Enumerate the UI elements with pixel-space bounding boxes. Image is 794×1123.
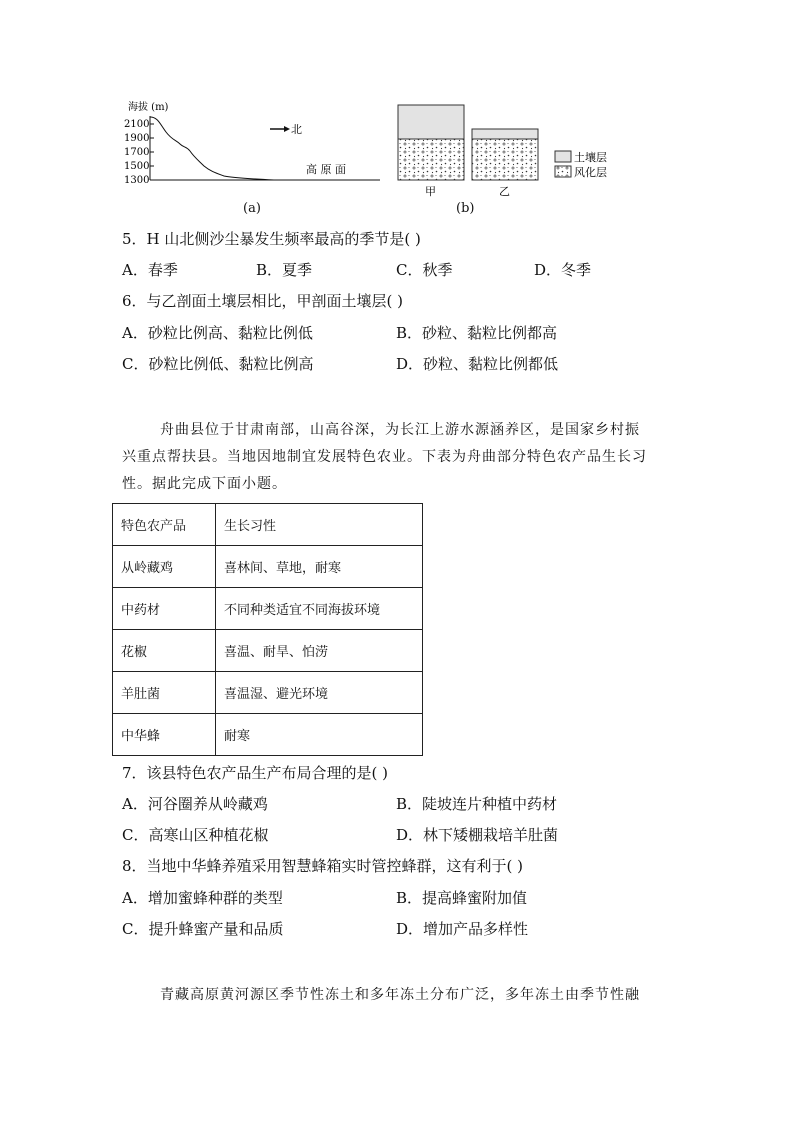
table-cell: 花椒: [113, 630, 216, 672]
q6-option-b[interactable]: B．砂粒、黏粒比例都高: [396, 324, 558, 342]
q7-option-a[interactable]: A．河谷圈养从岭藏鸡: [122, 795, 268, 813]
legend-weathered-label: 风化层: [574, 166, 607, 179]
q5-option-d[interactable]: D．冬季: [534, 261, 592, 279]
q7-option-c[interactable]: C．高寒山区种植花椒: [122, 826, 269, 844]
crop-habits-table: [112, 503, 423, 756]
question-8-stem: 8．当地中华蜂养殖采用智慧蜂箱实时管控蜂群，这有利于( ): [122, 857, 524, 875]
table-row: [113, 714, 423, 756]
table-cell: 喜温湿、避光环境: [216, 672, 423, 714]
y-tick-label: 1300: [124, 175, 150, 186]
q8-option-b[interactable]: B．提高蜂蜜附加值: [396, 889, 528, 907]
q7-option-d[interactable]: D．林下矮棚栽培羊肚菌: [396, 826, 559, 844]
q5-option-b[interactable]: B．夏季: [256, 261, 313, 279]
table-cell: 不同种类适宜不同海拔环境: [216, 588, 423, 630]
legend-soil-label: 土壤层: [574, 151, 607, 164]
y-tick-label: 2100: [124, 119, 150, 130]
table-cell: 从岭藏鸡: [113, 546, 216, 588]
north-arrow: [270, 126, 290, 132]
q6-option-c[interactable]: C．砂粒比例低、黏粒比例高: [122, 355, 314, 373]
legend: [555, 150, 607, 179]
figure-b-soil-profiles: [394, 102, 654, 198]
question-7-stem: 7．该县特色农产品生产布局合理的是( ): [122, 764, 389, 782]
table-cell: 喜林间、草地，耐寒: [216, 546, 423, 588]
table-cell: 耐寒: [216, 714, 423, 756]
table-cell: 中华蜂: [113, 714, 216, 756]
y-tick-label: 1700: [124, 147, 150, 158]
plateau-label: 高 原 面: [306, 163, 346, 176]
q6-option-d[interactable]: D．砂粒、黏粒比例都低: [396, 355, 559, 373]
q5-option-a[interactable]: A．春季: [122, 261, 178, 279]
north-label: 北: [291, 123, 302, 136]
y-tick-label: 1500: [124, 161, 150, 172]
passage-2-line-1: 青藏高原黄河源区季节性冻土和多年冻土分布广泛，多年冻土由季节性融: [160, 987, 640, 1003]
table-cell: 中药材: [113, 588, 216, 630]
profile-yi: [472, 129, 538, 180]
passage-1-line-2: 兴重点帮扶县。当地因地制宜发展特色农业。下表为舟曲部分特色农产品生长习: [122, 449, 647, 465]
figure-b-caption: (b): [456, 201, 475, 216]
figure-a-caption: (a): [243, 201, 261, 216]
profile-jia-label: 甲: [425, 185, 436, 198]
y-tick-label: 1900: [124, 133, 150, 144]
table-row: [113, 546, 423, 588]
q8-option-c[interactable]: C．提升蜂蜜产量和品质: [122, 920, 284, 938]
q8-option-a[interactable]: A．增加蜜蜂种群的类型: [122, 889, 283, 907]
figure-a-elevation-profile: [124, 96, 386, 188]
question-6-stem: 6．与乙剖面土壤层相比，甲剖面土壤层( ): [122, 292, 404, 310]
passage-1-line-1: 舟曲县位于甘肃南部，山高谷深，为长江上游水源涵养区，是国家乡村振: [160, 422, 640, 438]
table-header-row: [113, 504, 423, 546]
table-header-cell: 生长习性: [216, 504, 423, 546]
profile-jia: [398, 105, 464, 180]
table-cell: 羊肚菌: [113, 672, 216, 714]
passage-1-line-3: 性。据此完成下面小题。: [122, 476, 287, 492]
q8-option-d[interactable]: D．增加产品多样性: [396, 920, 529, 938]
q7-option-b[interactable]: B．陡坡连片种植中药材: [396, 795, 558, 813]
table-row: [113, 588, 423, 630]
table-row: [113, 672, 423, 714]
table-header-cell: 特色农产品: [113, 504, 216, 546]
q5-option-c[interactable]: C．秋季: [396, 261, 453, 279]
question-5-stem: 5．H 山北侧沙尘暴发生频率最高的季节是( ): [122, 230, 421, 248]
q6-option-a[interactable]: A．砂粒比例高、黏粒比例低: [122, 324, 313, 342]
table-cell: 喜温、耐旱、怕涝: [216, 630, 423, 672]
profile-yi-label: 乙: [499, 185, 510, 198]
y-axis-label: 海拔 (m): [128, 102, 169, 113]
table-row: [113, 630, 423, 672]
